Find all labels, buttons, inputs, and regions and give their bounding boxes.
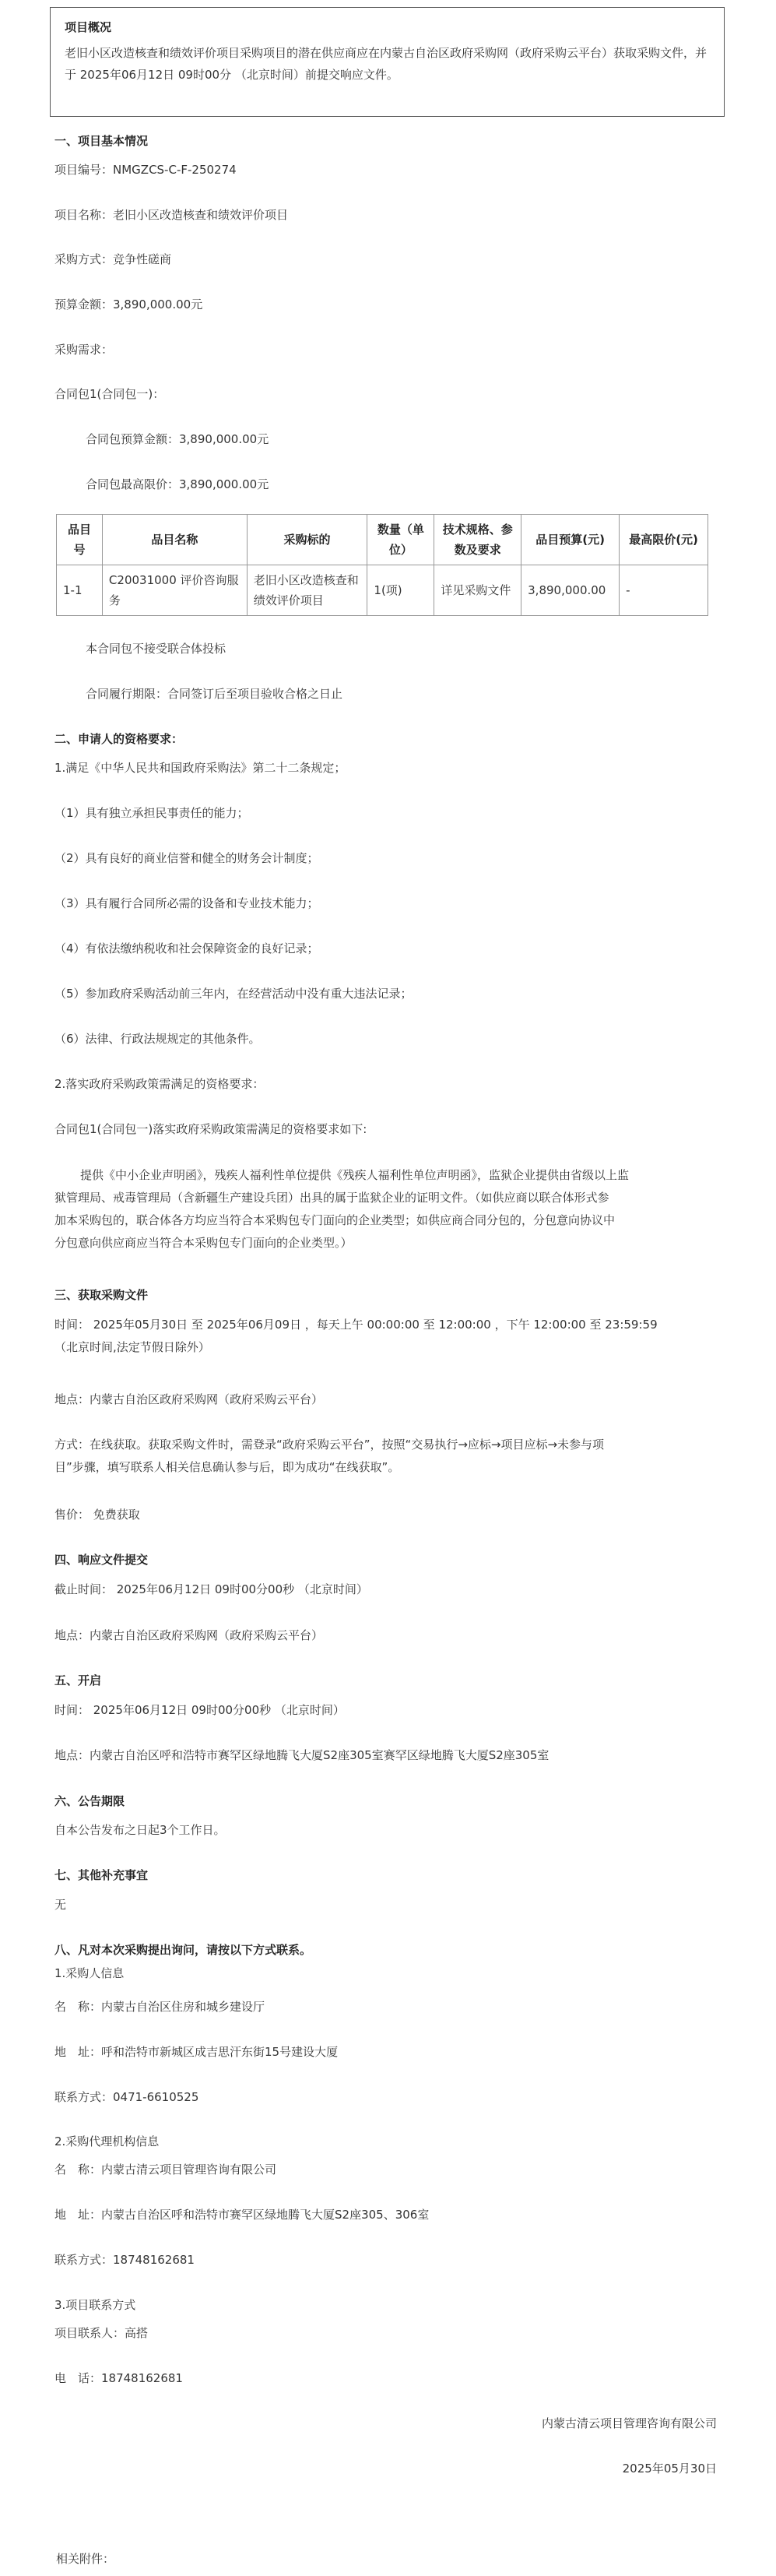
section-6-title: 六、公告期限 bbox=[54, 1794, 125, 1808]
qualification-2: 2.落实政府采购政策需满足的资格要求： bbox=[54, 1077, 265, 1091]
table-header: 数量（单位） bbox=[367, 515, 434, 565]
overview-text: 老旧小区改造核查和绩效评价项目采购项目的潜在供应商应在内蒙古自治区政府采购网（政府采购云平台）获取采购文件，并于 2025年06月12日 09时00分 （北京时间）前提交响应文件。 bbox=[65, 46, 708, 82]
obtain-time-line: 时间： 2025年05月30日 至 2025年06月09日 ，每天上午 00:00:00 至 12:00:00 ，下午 12:00:00 至 23:59:59 bbox=[54, 1318, 658, 1332]
condition-1: （1）具有独立承担民事责任的能力； bbox=[54, 806, 249, 820]
policy-paragraph-line: 提供《中小企业声明函》，残疾人福利性单位提供《残疾人福利性单位声明函》，监狱企业提供由省级以上监 bbox=[80, 1168, 630, 1182]
table-cell: 详见采购文件 bbox=[434, 565, 521, 616]
purchaser-contact: 联系方式：0471-6610525 bbox=[54, 2090, 199, 2104]
procurement-demand: 采购需求： bbox=[54, 343, 114, 357]
other-matters: 无 bbox=[54, 1898, 67, 1912]
section-2-title: 二、申请人的资格要求： bbox=[54, 732, 184, 746]
package-policy-requirements: 合同包1(合同包一)落实政府采购政策需满足的资格要求如下: bbox=[54, 1122, 367, 1136]
package-max-price: 合同包最高限价：3,890,000.00元 bbox=[86, 477, 269, 491]
procurement-method: 采购方式：竞争性磋商 bbox=[54, 252, 172, 266]
section-1-title: 一、项目基本情况 bbox=[54, 134, 149, 148]
condition-2: （2）具有良好的商业信誉和健全的财务会计制度； bbox=[54, 851, 319, 865]
budget-amount: 预算金额：3,890,000.00元 bbox=[54, 297, 203, 311]
package-budget: 合同包预算金额：3,890,000.00元 bbox=[86, 432, 269, 446]
table-cell: C20031000 评价咨询服务 bbox=[102, 565, 247, 616]
agency-contact: 联系方式：18748162681 bbox=[54, 2253, 195, 2267]
table-header: 技术规格、参数及要求 bbox=[434, 515, 521, 565]
document-price: 售价： 免费获取 bbox=[54, 1508, 140, 1522]
policy-paragraph-line: 分包意向供应商应当符合本采购包专门面向的企业类型。） bbox=[54, 1236, 353, 1250]
obtain-time-line: （北京时间,法定节假日除外） bbox=[54, 1340, 210, 1354]
opening-time: 时间： 2025年06月12日 09时00分00秒 （北京时间） bbox=[54, 1703, 345, 1717]
overview-box bbox=[50, 7, 725, 117]
purchaser-name: 名 称：内蒙古自治区住房和城乡建设厅 bbox=[54, 2000, 265, 2014]
section-3-title: 三、获取采购文件 bbox=[54, 1288, 149, 1302]
agency-address: 地 址：内蒙古自治区呼和浩特市赛罕区绿地腾飞大厦S2座305、306室 bbox=[54, 2208, 430, 2222]
items-table bbox=[56, 514, 708, 616]
section-5-title: 五、开启 bbox=[54, 1673, 102, 1687]
qualification-1: 1.满足《中华人民共和国政府采购法》第二十二条规定； bbox=[54, 761, 346, 775]
policy-paragraph-line: 狱管理局、戒毒管理局（含新疆生产建设兵团）出具的属于监狱企业的证明文件。（如供应商以联合体形式参 bbox=[54, 1191, 609, 1205]
obtain-place: 地点：内蒙古自治区政府采购网（政府采购云平台） bbox=[54, 1392, 324, 1406]
project-contact-person: 项目联系人：高搭 bbox=[54, 2326, 149, 2340]
condition-5: （5）参加政府采购活动前三年内，在经营活动中没有重大违法记录； bbox=[54, 987, 413, 1001]
table-header: 品目预算(元) bbox=[521, 515, 620, 565]
submit-deadline: 截止时间： 2025年06月12日 09时00分00秒 （北京时间） bbox=[54, 1582, 368, 1596]
project-name: 项目名称：老旧小区改造核查和绩效评价项目 bbox=[54, 208, 289, 222]
table-cell: 1-1 bbox=[57, 565, 103, 616]
condition-6: （6）法律、行政法规规定的其他条件。 bbox=[54, 1032, 261, 1046]
table-row bbox=[57, 565, 708, 616]
condition-3: （3）具有履行合同所必需的设备和专业技术能力； bbox=[54, 896, 319, 910]
contract-term: 合同履行期限：合同签订后至项目验收合格之日止 bbox=[86, 687, 343, 701]
obtain-way-line: 方式：在线获取。获取采购文件时，需登录“政府采购云平台”，按照“交易执行→应标→项目应标→未参与项 bbox=[54, 1438, 605, 1452]
project-contact-phone: 电 话：18748162681 bbox=[54, 2371, 183, 2385]
table-cell: 1(项) bbox=[367, 565, 434, 616]
section-8-title: 八、凡对本次采购提出询问，请按以下方式联系。 bbox=[54, 1943, 312, 1957]
overview-title: 项目概况 bbox=[65, 20, 112, 34]
agency-name: 名 称：内蒙古清云项目管理咨询有限公司 bbox=[54, 2163, 277, 2177]
table-header: 品目名称 bbox=[102, 515, 247, 565]
policy-paragraph-line: 加本采购包的，联合体各方均应当符合本采购包专门面向的企业类型；如供应商合同分包的，分包意向协议中 bbox=[54, 1213, 616, 1227]
obtain-way-line: 目”步骤，填写联系人相关信息确认参与后，即为成功“在线获取”。 bbox=[54, 1460, 400, 1474]
issue-date: 2025年05月30日 bbox=[622, 2462, 717, 2476]
notice-period: 自本公告发布之日起3个工作日。 bbox=[54, 1823, 226, 1837]
no-consortium-note: 本合同包不接受联合体投标 bbox=[86, 642, 226, 656]
section-4-title: 四、响应文件提交 bbox=[54, 1553, 149, 1567]
submit-place: 地点：内蒙古自治区政府采购网（政府采购云平台） bbox=[54, 1628, 324, 1642]
table-cell: 老旧小区改造核查和绩效评价项目 bbox=[247, 565, 367, 616]
table-header: 品目号 bbox=[57, 515, 103, 565]
attachments-label: 相关附件： bbox=[56, 2552, 115, 2566]
table-header: 最高限价(元) bbox=[620, 515, 708, 565]
table-header: 采购标的 bbox=[247, 515, 367, 565]
purchaser-address: 地 址：呼和浩特市新城区成吉思汗东街15号建设大厦 bbox=[54, 2045, 339, 2059]
section-7-title: 七、其他补充事宜 bbox=[54, 1868, 149, 1882]
project-contact-heading: 3.项目联系方式 bbox=[54, 2298, 136, 2312]
table-header-row bbox=[57, 515, 708, 565]
contract-package: 合同包1(合同包一)： bbox=[54, 387, 165, 401]
project-number: 项目编号：NMGZCS-C-F-250274 bbox=[54, 163, 237, 177]
issuing-organization: 内蒙古清云项目管理咨询有限公司 bbox=[541, 2416, 717, 2430]
table-cell: - bbox=[620, 565, 708, 616]
opening-place: 地点：内蒙古自治区呼和浩特市赛罕区绿地腾飞大厦S2座305室赛罕区绿地腾飞大厦S2座305室 bbox=[54, 1748, 550, 1762]
condition-4: （4）有依法缴纳税收和社会保障资金的良好记录； bbox=[54, 941, 319, 955]
agency-heading: 2.采购代理机构信息 bbox=[54, 2134, 160, 2148]
purchaser-heading: 1.采购人信息 bbox=[54, 1966, 125, 1980]
table-cell: 3,890,000.00 bbox=[521, 565, 620, 616]
